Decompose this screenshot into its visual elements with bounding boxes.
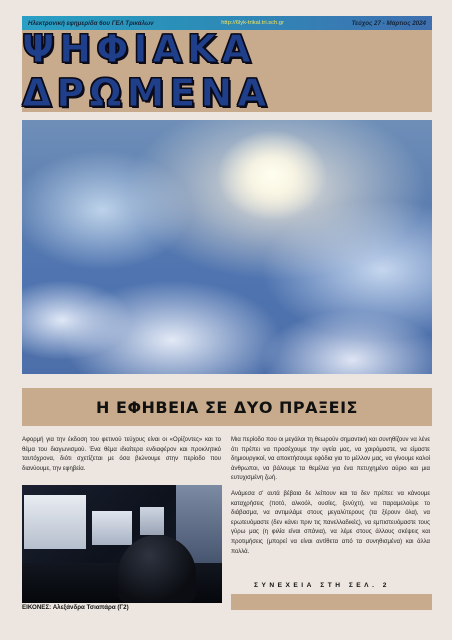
person-silhouette xyxy=(118,535,196,603)
footer-band xyxy=(231,594,432,610)
school-url[interactable]: http://6lyk-trikal.tri.sch.gr xyxy=(221,20,285,26)
right-paragraph-2: Ανάμεσα σ' αυτά βέβαια δε λείπουν και τα δεν πρέπει: να κάνουμε καταχρήσεις (ποτό, αλκοόλ, ουσίες, ξενύχτι), να παραμελούμε το διάβασμα, να αντιμιλάμε στους μεγαλύτερους (τα ξέρουν όλα), να ερωτευόμαστε (δεν κάνει πριν τις πανελλαδικές), να εμπιστευόμαστε τους γύρω μας (η φιλία είναι σπάνια), να λέμε στους άλλους σκέψεις και προτιμήσεις (μπορεί να είναι αντίθετα από τα συνηθισμένα) και άλλα πολλά. xyxy=(231,490,430,555)
monitor-shape xyxy=(24,495,86,549)
monitor-shape xyxy=(92,511,132,545)
image-credit: ΕΙΚΟΝΕΣ: Αλεξάνδρα Τσιαπάρα (Γ2) xyxy=(22,604,129,611)
masthead xyxy=(22,27,432,115)
headline-band xyxy=(22,388,432,426)
newspaper-label: Ηλεκτρονική εφημερίδα 6ου ΓΕΛ Τρικάλων xyxy=(28,19,154,27)
student-at-computer-photo xyxy=(22,485,222,603)
right-paragraph-1: Μια περίοδο που οι μεγάλοι τη θεωρούν σημαντική και συνηθίζουν να λένε ότι πρέπει να προσέχουμε την υγεία μας, να χαιρόμαστε, να είμαστε δημιουργικοί, να αποκτήσουμε εφόδια για το μέλλον μας, να γίνουμε καλοί άνθρωποι, να βάλουμε τα θεμέλια για ένα πετυχημένο αύριο και μια ευτυχισμένη ζωή. xyxy=(231,437,430,482)
continue-note: ΣΥΝΕΧΕΙΑ ΣΤΗ ΣΕΛ. 2 xyxy=(254,582,390,589)
left-column-text: Αφορμή για την έκδοση του φετινού τεύχους είναι οι «Ορίζοντες» και το θέμα του διαγωνισμού. Ένα θέμα ιδιαίτερα ενδιαφέρον και προκλητικό ταυτόχρονα, διότι σχετίζεται με όσα βιώνουμε στην περίοδο που διανύουμε, την εφηβεία. xyxy=(22,437,221,472)
masthead-title: ΨΗΦΙΑΚΑ ΔΡΩΜΕΝΑ xyxy=(22,27,272,115)
monitor-shape xyxy=(140,507,164,535)
issue-label: Τεύχος 27 - Μάρτιος 2024 xyxy=(351,19,426,27)
sky-photo xyxy=(22,120,432,374)
article-headline: Η ΕΦΗΒΕΙΑ ΣΕ ΔΥΟ ΠΡΑΞΕΙΣ xyxy=(96,397,358,417)
right-column xyxy=(231,436,430,557)
